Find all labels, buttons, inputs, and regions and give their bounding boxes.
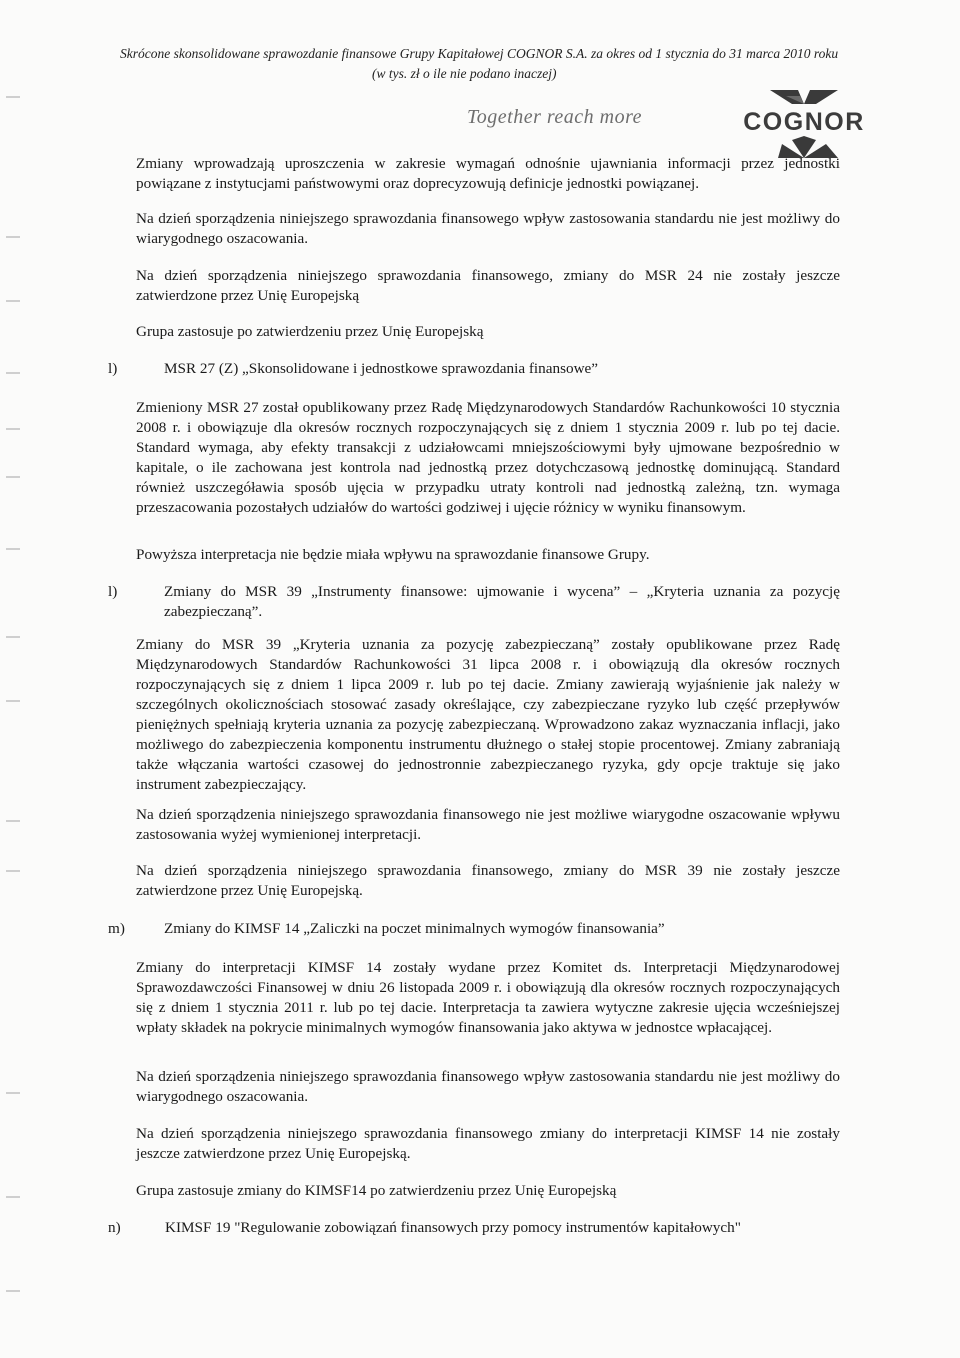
paragraph-msr39-endorsement: Na dzień sporządzenia niniejszego sprawozdania finansowego, zmiany do MSR 39 nie zostały jeszcze zatwierdzone przez Unię Europejską. [136,862,840,899]
paragraph-msr39-description: Zmiany do MSR 39 „Kryteria uznania za pozycję zabezpieczaną” zostały opublikowane przez Radę Międzynarodowych Standardów Rachunkowości 31 lipca 2008 r. i obowiązują dla okresów rocznych rozpoczynających się z dniem 1 lipca 2009 r. lub po tej dacie. Zmiany zawierają wyjaśnienie jak należy w szczególnych okolicznościach stosować zasady określające, czy zabezpieczane ryzyko lub część przepływów pieniężnych spełniają kryteria uznania za pozycję zabezpieczaną. Wprowadzono zakaz wyznaczania inflacji, jako możliwego do zabezpieczenia komponentu instrumentu dłużnego o stałej stopie procentowej. Zmiany zabraniają także włączania wartości czasowej do jednostronnie zabezpieczanego ryzyka, gdy opcje traktuje się jako instrument zabezpieczający. [136,636,840,793]
header-units-note: (w tys. zł o ile nie podano inaczej) [372,66,557,81]
paragraph-related-parties: Zmiany wprowadzają uproszczenia w zakresie wymagań odnośnie ujawniania informacji przez jednostki powiązane z instytucjami państwowymi oraz doprecyzowują definicje jednostki powiązanej. [136,155,840,192]
paragraph-msr39-impact: Na dzień sporządzenia niniejszego sprawozdania finansowego nie jest możliwe wiarygodne oszacowanie wpływu zastosowania wyżej wymienionej interpretacji. [136,806,840,843]
item-title-kimsf19: KIMSF 19 "Regulowanie zobowiązań finansowych przy pomocy instrumentów kapitałowych" [165,1219,741,1236]
item-title-msr39: Zmiany do MSR 39 „Instrumenty finansowe: ujmowanie i wycena” – „Kryteria uznania za pozycję zabezpieczaną”. [164,583,840,620]
paragraph-impact-estimate-1: Na dzień sporządzenia niniejszego sprawozdania finansowego wpływ zastosowania standardu nie jest możliwy do wiarygodnego oszacowania. [136,210,840,247]
header-title: Skrócone skonsolidowane sprawozdanie finansowe Grupy Kapitałowej COGNOR S.A. za okres od 1 stycznia do 31 marca 2010 roku [120,46,839,61]
company-tagline: Together reach more [467,106,643,128]
paragraph-kimsf14-description: Zmiany do interpretacji KIMSF 14 zostały wydane przez Komitet ds. Interpretacji Międzynarodowej Sprawozdawczości Finansowej w dniu 26 listopada 2009 r. i obowiązują dla okresów rocznych rozpoczynających się z dniem 1 stycznia 2011 r. lub po tej dacie. Interpretacja ta zawiera wytyczne zakresie ujęcia wcześniejszej wpłaty składek na pokrycie minimalnych wymogów finansowania jako aktywa w jednostce wpłacającej. [136,959,840,1036]
item-label-m: m) [108,920,125,937]
item-label-l: l) [108,583,118,600]
item-title-msr27: MSR 27 (Z) „Skonsolidowane i jednostkowe sprawozdania finansowe” [164,360,599,377]
scan-edge-marks [0,0,30,1358]
item-label-k: l) [108,360,118,377]
cognor-logo [742,86,866,164]
logo-wordmark: COGNOR [743,108,865,136]
item-label-n: n) [108,1219,121,1236]
paragraph-kimsf14-endorsement: Na dzień sporządzenia niniejszego sprawozdania finansowego zmiany do interpretacji KIMSF 14 nie zostały jeszcze zatwierdzone przez Unię Europejską. [136,1125,840,1162]
document-header [120,44,840,84]
paragraph-msr27-description: Zmieniony MSR 27 został opublikowany przez Radę Międzynarodowych Standardów Rachunkowości 10 stycznia 2008 r. i obowiązuje dla okresów rocznych rozpoczynających się z dniem 1 stycznia 2009 r. lub po tej dacie. Standard wymaga, aby efekty transakcji z udziałowcami mniejszościowymi były ujmowane bezpośrednio w kapitale, o ile zachowana jest kontrola nad jednostką przez dotychczasową jednostkę dominującą. Standard również uszczegóławia sposób ujęcia w przypadku utraty kontroli nad jednostką zależną, tzn. wymaga przeszacowania pozostałych udziałów do wartości godziwej i ujęcie różnicy w wyniku finansowym. [136,399,840,516]
paragraph-group-application-1: Grupa zastosuje po zatwierdzeniu przez Unię Europejską [136,323,484,340]
item-title-kimsf14: Zmiany do KIMSF 14 „Zaliczki na poczet minimalnych wymogów finansowania” [164,920,665,937]
paragraph-msr27-impact: Powyższa interpretacja nie będzie miała wpływu na sprawozdanie finansowe Grupy. [136,546,650,563]
paragraph-impact-estimate-2: Na dzień sporządzenia niniejszego sprawozdania finansowego wpływ zastosowania standardu nie jest możliwy do wiarygodnego oszacowania. [136,1068,840,1105]
paragraph-group-application-2: Grupa zastosuje zmiany do KIMSF14 po zatwierdzeniu przez Unię Europejską [136,1182,617,1199]
paragraph-msr24-endorsement: Na dzień sporządzenia niniejszego sprawozdania finansowego, zmiany do MSR 24 nie zostały jeszcze zatwierdzone przez Unię Europejską [136,267,840,304]
